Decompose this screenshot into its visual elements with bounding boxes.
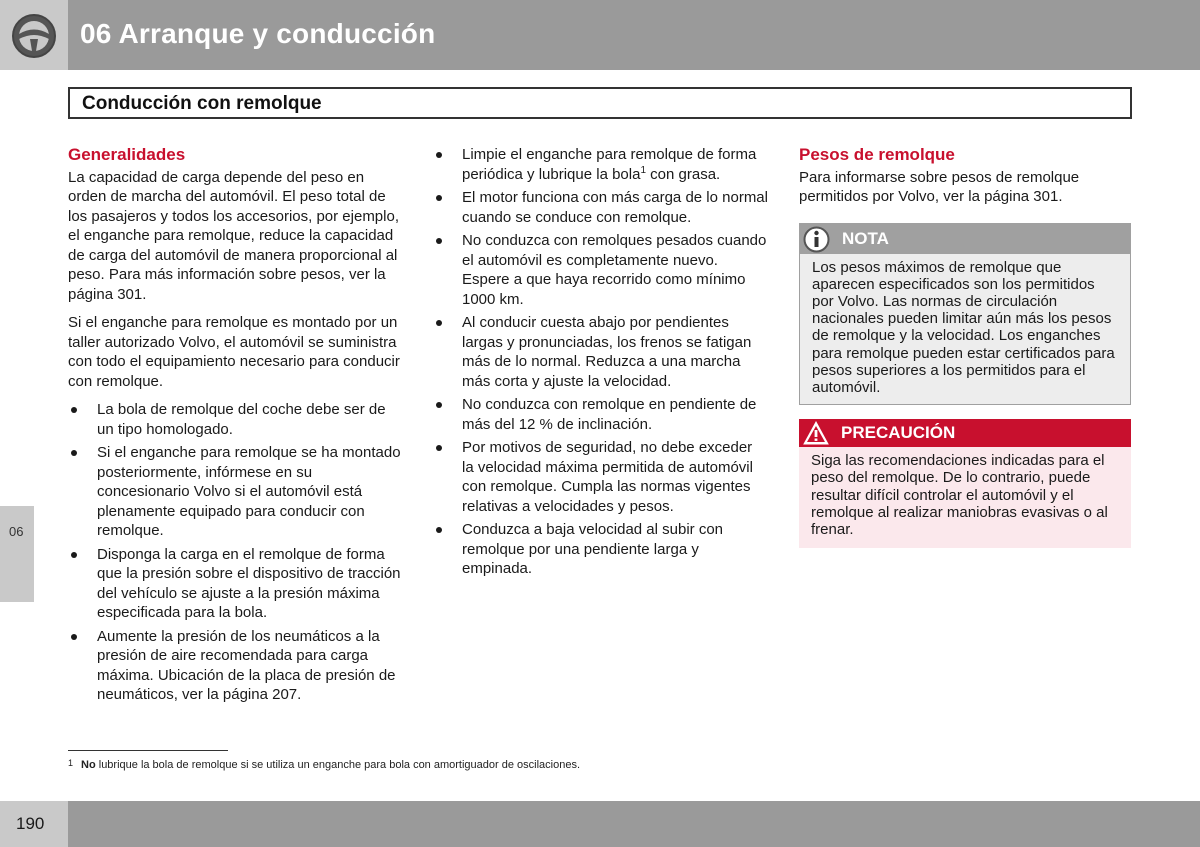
heading-pesos-de-remolque: Pesos de remolque (799, 145, 955, 164)
footnote-text: lubrique la bola de remolque si se utiliza un enganche para bola con amortiguador de oscilaciones. (95, 759, 580, 771)
paragraph: Para informarse sobre pesos de remolque permitidos por Volvo, ver la página 301. (799, 168, 1080, 205)
warning-box (799, 419, 1131, 548)
chapter-side-tab (0, 506, 34, 602)
chapter-title: 06 Arranque y conducción (80, 18, 436, 49)
list-item: Conduzca a baja velocidad al subir con remolque por una pendiente larga y empinada. (433, 520, 768, 579)
column-general (68, 145, 403, 709)
list-item: La bola de remolque del coche debe ser de un tipo homologado. (68, 400, 403, 439)
header-icon-box (0, 0, 68, 70)
warning-label: PRECAUCIÓN (841, 423, 956, 443)
footnote-rule (68, 750, 228, 751)
footnote-bold: No (81, 759, 96, 771)
page-number: 190 (16, 814, 45, 833)
footer-band (68, 801, 1200, 847)
list-item: Disponga la carga en el remolque de forma que la presión sobre el dispositivo de tracción del vehículo se ajuste a la presión máxima especificada para la bola. (68, 545, 403, 623)
paragraph: Si el enganche para remolque es montado por un taller autorizado Volvo, el automóvil se suministra con todo el equipamiento necesario para conducir con remolque. (68, 314, 400, 390)
list-item: Por motivos de seguridad, no debe exceder la velocidad máxima permitida de automóvil con remolque. Cumpla las normas vigentes relativas a velocidades y pesos. (433, 438, 768, 516)
warning-icon (802, 420, 830, 446)
note-header (800, 224, 1130, 254)
steering-wheel-icon (11, 13, 57, 59)
footnote-number: 1 (68, 758, 74, 768)
list-item: Si el enganche para remolque se ha montado posteriormente, infórmese en su concesionario Volvo si el automóvil está plenamente equipado para conducir con remolque. (68, 443, 403, 541)
footnote (68, 758, 580, 771)
list-item-text: con grasa. (646, 165, 721, 183)
paragraph: La capacidad de carga depende del peso en orden de marcha del automóvil. El peso total de los pasajeros y todos los accesorios, por ejemplo, el enganche para remolque, reduce la capacidad de carga del automóvil de manera proporcional al peso. Para más información sobre pesos, ver la página 301. (68, 168, 399, 303)
warning-text: Siga las recomendaciones indicadas para el peso del remolque. De lo contrario, puede resultar difícil controlar el automóvil y el remolque al realizar maniobras evasivas o al frenar. (811, 452, 1108, 538)
list-item: El motor funciona con más carga de lo normal cuando se conduce con remolque. (433, 188, 768, 227)
section-title-box (68, 87, 1132, 119)
heading-generalidades: Generalidades (68, 145, 186, 164)
note-label: NOTA (842, 228, 889, 248)
list-item: No conduzca con remolque en pendiente de más del 12 % de inclinación. (433, 395, 768, 434)
list-item (433, 145, 768, 184)
list-item: No conduzca con remolques pesados cuando el automóvil es completamente nuevo. Espere a que haya recorrido como mínimo 1000 km. (433, 231, 768, 309)
footnote-ref: 1 (640, 164, 647, 176)
note-box (799, 223, 1131, 406)
section-title: Conducción con remolque (82, 93, 322, 114)
note-text: Los pesos máximos de remolque que aparecen especificados son los permitidos por Volvo. Las normas de circulación nacionales pueden limitar aún más los pesos de remolque y la velocidad. Los enganches para remolque pueden estar certificados para pesos superiores a los permitidos para el automóvil. (812, 258, 1115, 396)
list-item: Aumente la presión de los neumáticos a la presión de aire recomendada para carga máxima. Ubicación de la placa de presión de neumáticos, ver la página 207. (68, 627, 403, 705)
column-tips (433, 145, 768, 583)
side-tab-label: 06 (9, 524, 24, 539)
list-item: Al conducir cuesta abajo por pendientes largas y pronunciadas, los frenos se fatigan más de lo normal. Reduzca a una marcha más corta y ajuste la velocidad. (433, 313, 768, 391)
list-item-text: Limpie el enganche para remolque de forma periódica y lubrique la bola (462, 146, 757, 183)
warning-header (799, 419, 1131, 447)
column-trailer-weights (799, 145, 1131, 548)
bullet-list (68, 400, 403, 705)
info-icon (803, 226, 830, 253)
bullet-list (433, 145, 768, 579)
